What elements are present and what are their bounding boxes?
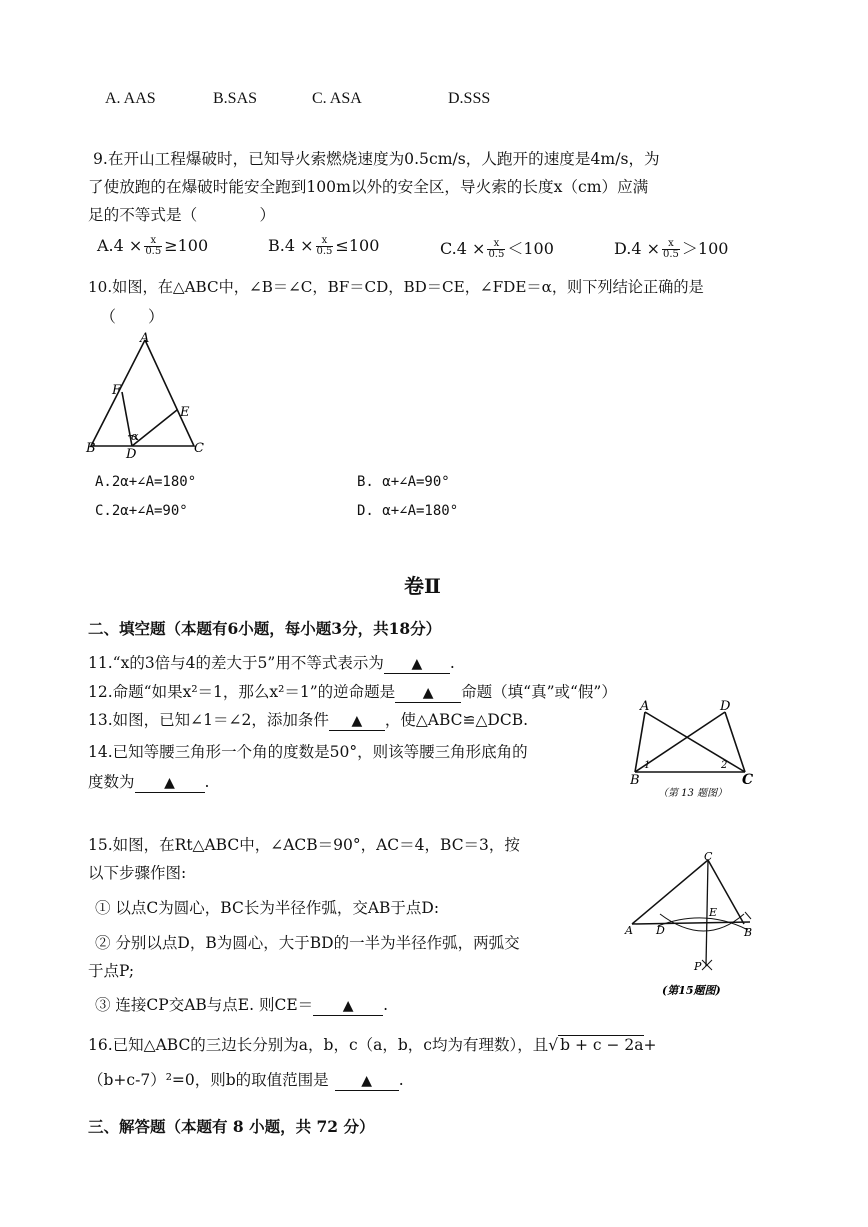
fig10-label-c: C	[194, 441, 204, 456]
q10-option-d: D. α+∠A=180°	[357, 503, 459, 519]
fraction-numerator: x	[662, 239, 680, 250]
q14-text: 度数为	[88, 773, 135, 791]
q11-end: .	[449, 654, 455, 672]
fig10-label-alpha: α	[131, 430, 139, 443]
q13	[88, 708, 528, 731]
q15-step-1: ① 以点C为圆心，BC长为半径作弧，交AB于点D:	[95, 899, 440, 917]
q15-step-2b: 于点P;	[88, 962, 135, 980]
part3-heading: 三、解答题（本题有 8 小题，共 72 分）	[88, 1117, 375, 1136]
fig13-caption: （第 13 题图）	[658, 788, 728, 799]
fig15-label-b: B	[744, 926, 753, 939]
fig10-label-d: D	[126, 447, 137, 460]
q10-option-b: B. α+∠A=90°	[357, 474, 450, 490]
fig15-label-a: A	[625, 924, 633, 937]
q9-option-c-prefix: C.4 ×	[440, 239, 486, 258]
q15-end: .	[383, 996, 389, 1014]
q15-line-1: 15.如图，在Rt△ABC中，∠ACB＝90°，AC＝4，BC＝3，按	[88, 836, 520, 854]
q16-text: 16.已知△ABC的三边长分别为a，b，c（a，b，c均为有理数），且	[88, 1036, 549, 1054]
q10-triangle-figure	[84, 330, 214, 460]
q10-option-c: C.2α+∠A=90°	[95, 503, 188, 519]
q15-answer-blank[interactable]: ▲	[313, 997, 383, 1016]
q13-end: ，使△ABC≌△DCB.	[384, 711, 529, 729]
fig13-label-one: 1	[644, 760, 651, 771]
fig10-label-f: F	[112, 383, 122, 398]
fig13-label-b: B	[630, 773, 640, 788]
q10-option-a: A.2α+∠A=180°	[95, 474, 197, 490]
fraction-denominator: 0.5	[488, 249, 505, 260]
q8-option-d: D.SSS	[448, 90, 491, 107]
fraction-denominator: 0.5	[145, 246, 162, 257]
q8-option-c: C. ASA	[312, 90, 362, 107]
q9-option-a	[97, 236, 208, 257]
q15-step-3-text: ③ 连接CP交AB与点E. 则CE＝	[95, 996, 314, 1014]
q9-option-c	[440, 236, 554, 260]
fig15-label-p: P	[694, 960, 702, 973]
q9-option-a-prefix: A.4 ×	[97, 236, 143, 255]
q11	[88, 651, 455, 674]
q9-fraction	[144, 236, 162, 257]
fig13-label-two: 2	[721, 760, 728, 771]
q10-line-2: （ ）	[100, 307, 165, 326]
q11-answer-blank[interactable]: ▲	[384, 655, 450, 674]
q16-answer-blank[interactable]: ▲	[335, 1072, 399, 1091]
q9-option-d	[614, 236, 728, 260]
fraction-numerator: x	[316, 236, 334, 247]
q9-option-b-prefix: B.4 ×	[268, 236, 314, 255]
fig15-caption: (第15题图)	[662, 984, 721, 997]
q9-line-1: 9.在开山工程爆破时，已知导火索燃烧速度为0.5cm/s，人跑开的速度是4m/s，为	[93, 150, 660, 168]
q13-text: 13.如图，已知∠1＝∠2，添加条件	[88, 711, 329, 729]
q10-line-1: 10.如图，在△ABC中，∠B＝∠C，BF＝CD，BD＝CE，∠FDE＝α，则下列结论正确的是	[88, 278, 704, 296]
q13-answer-blank[interactable]: ▲	[329, 712, 385, 731]
q16-end: .	[398, 1071, 404, 1089]
fig13-label-c: C	[742, 772, 754, 788]
fig10-label-a: A	[140, 331, 150, 346]
part2-heading: 二、填空题（本题有6小题，每小题3分，共18分）	[88, 619, 442, 638]
q16-plus: +	[643, 1036, 657, 1054]
fig13-label-d: D	[720, 700, 731, 714]
q16-line-1	[88, 1033, 657, 1055]
q8-option-a: A. AAS	[105, 90, 156, 107]
q16-text-2: （b+c-7）²=0，则b的取值范围是	[88, 1071, 329, 1089]
q14-line-2	[88, 770, 209, 793]
fig13-label-a: A	[640, 700, 650, 714]
q15-step-2a: ② 分别以点D，B为圆心，大于BD的一半为半径作弧，两弧交	[95, 934, 520, 952]
q11-text: 11.“x的3倍与4的差大于5”用不等式表示为	[88, 654, 384, 672]
fig15-label-e: E	[709, 906, 718, 919]
sqrt-symbol: √	[548, 1036, 559, 1054]
q9-fraction	[487, 239, 505, 260]
q14-line-1: 14.已知等腰三角形一个角的度数是50°，则该等腰三角形底角的	[88, 743, 528, 761]
q12-text: 12.命题“如果x²＝1，那么x²＝1”的逆命题是	[88, 683, 396, 701]
q9-fraction	[662, 239, 680, 260]
q9-fraction	[316, 236, 334, 257]
q9-option-b	[268, 236, 379, 257]
fig15-figure	[620, 848, 760, 998]
q16-line-2	[88, 1068, 404, 1091]
fig15-label-d: D	[656, 924, 665, 937]
fraction-numerator: x	[487, 239, 505, 250]
fraction-denominator: 0.5	[316, 246, 333, 257]
section-title: 卷Ⅱ	[404, 574, 441, 598]
q9-option-a-suffix: ≥100	[164, 236, 209, 255]
fraction-numerator: x	[144, 236, 162, 247]
q9-option-d-prefix: D.4 ×	[614, 239, 661, 258]
q15-line-2: 以下步骤作图:	[88, 864, 187, 882]
q9-option-c-suffix: ＜100	[507, 239, 554, 258]
fraction-denominator: 0.5	[663, 249, 679, 260]
q12-end: 命题（填“真”或“假”）	[461, 683, 617, 701]
q9-line-3: 足的不等式是（ ）	[88, 206, 276, 224]
q15-step-3	[95, 993, 388, 1016]
q9-option-b-suffix: ≤100	[335, 236, 380, 255]
fig13-figure	[630, 700, 760, 800]
fig15-label-c: C	[704, 850, 713, 863]
q12-answer-blank[interactable]: ▲	[395, 684, 461, 703]
q12	[88, 680, 617, 703]
q16-sqrt-expression: b + c − 2a	[560, 1036, 644, 1054]
q9-line-2: 了使放跑的在爆破时能安全跑到100m以外的安全区，导火索的长度x（cm）应满	[88, 178, 649, 196]
fig10-label-e: E	[180, 405, 190, 420]
q9-option-d-suffix: ＞100	[681, 239, 729, 258]
fig10-label-b: B	[86, 441, 96, 456]
q14-end: .	[204, 773, 210, 791]
q8-option-b: B.SAS	[213, 90, 258, 107]
q14-answer-blank[interactable]: ▲	[135, 774, 205, 793]
